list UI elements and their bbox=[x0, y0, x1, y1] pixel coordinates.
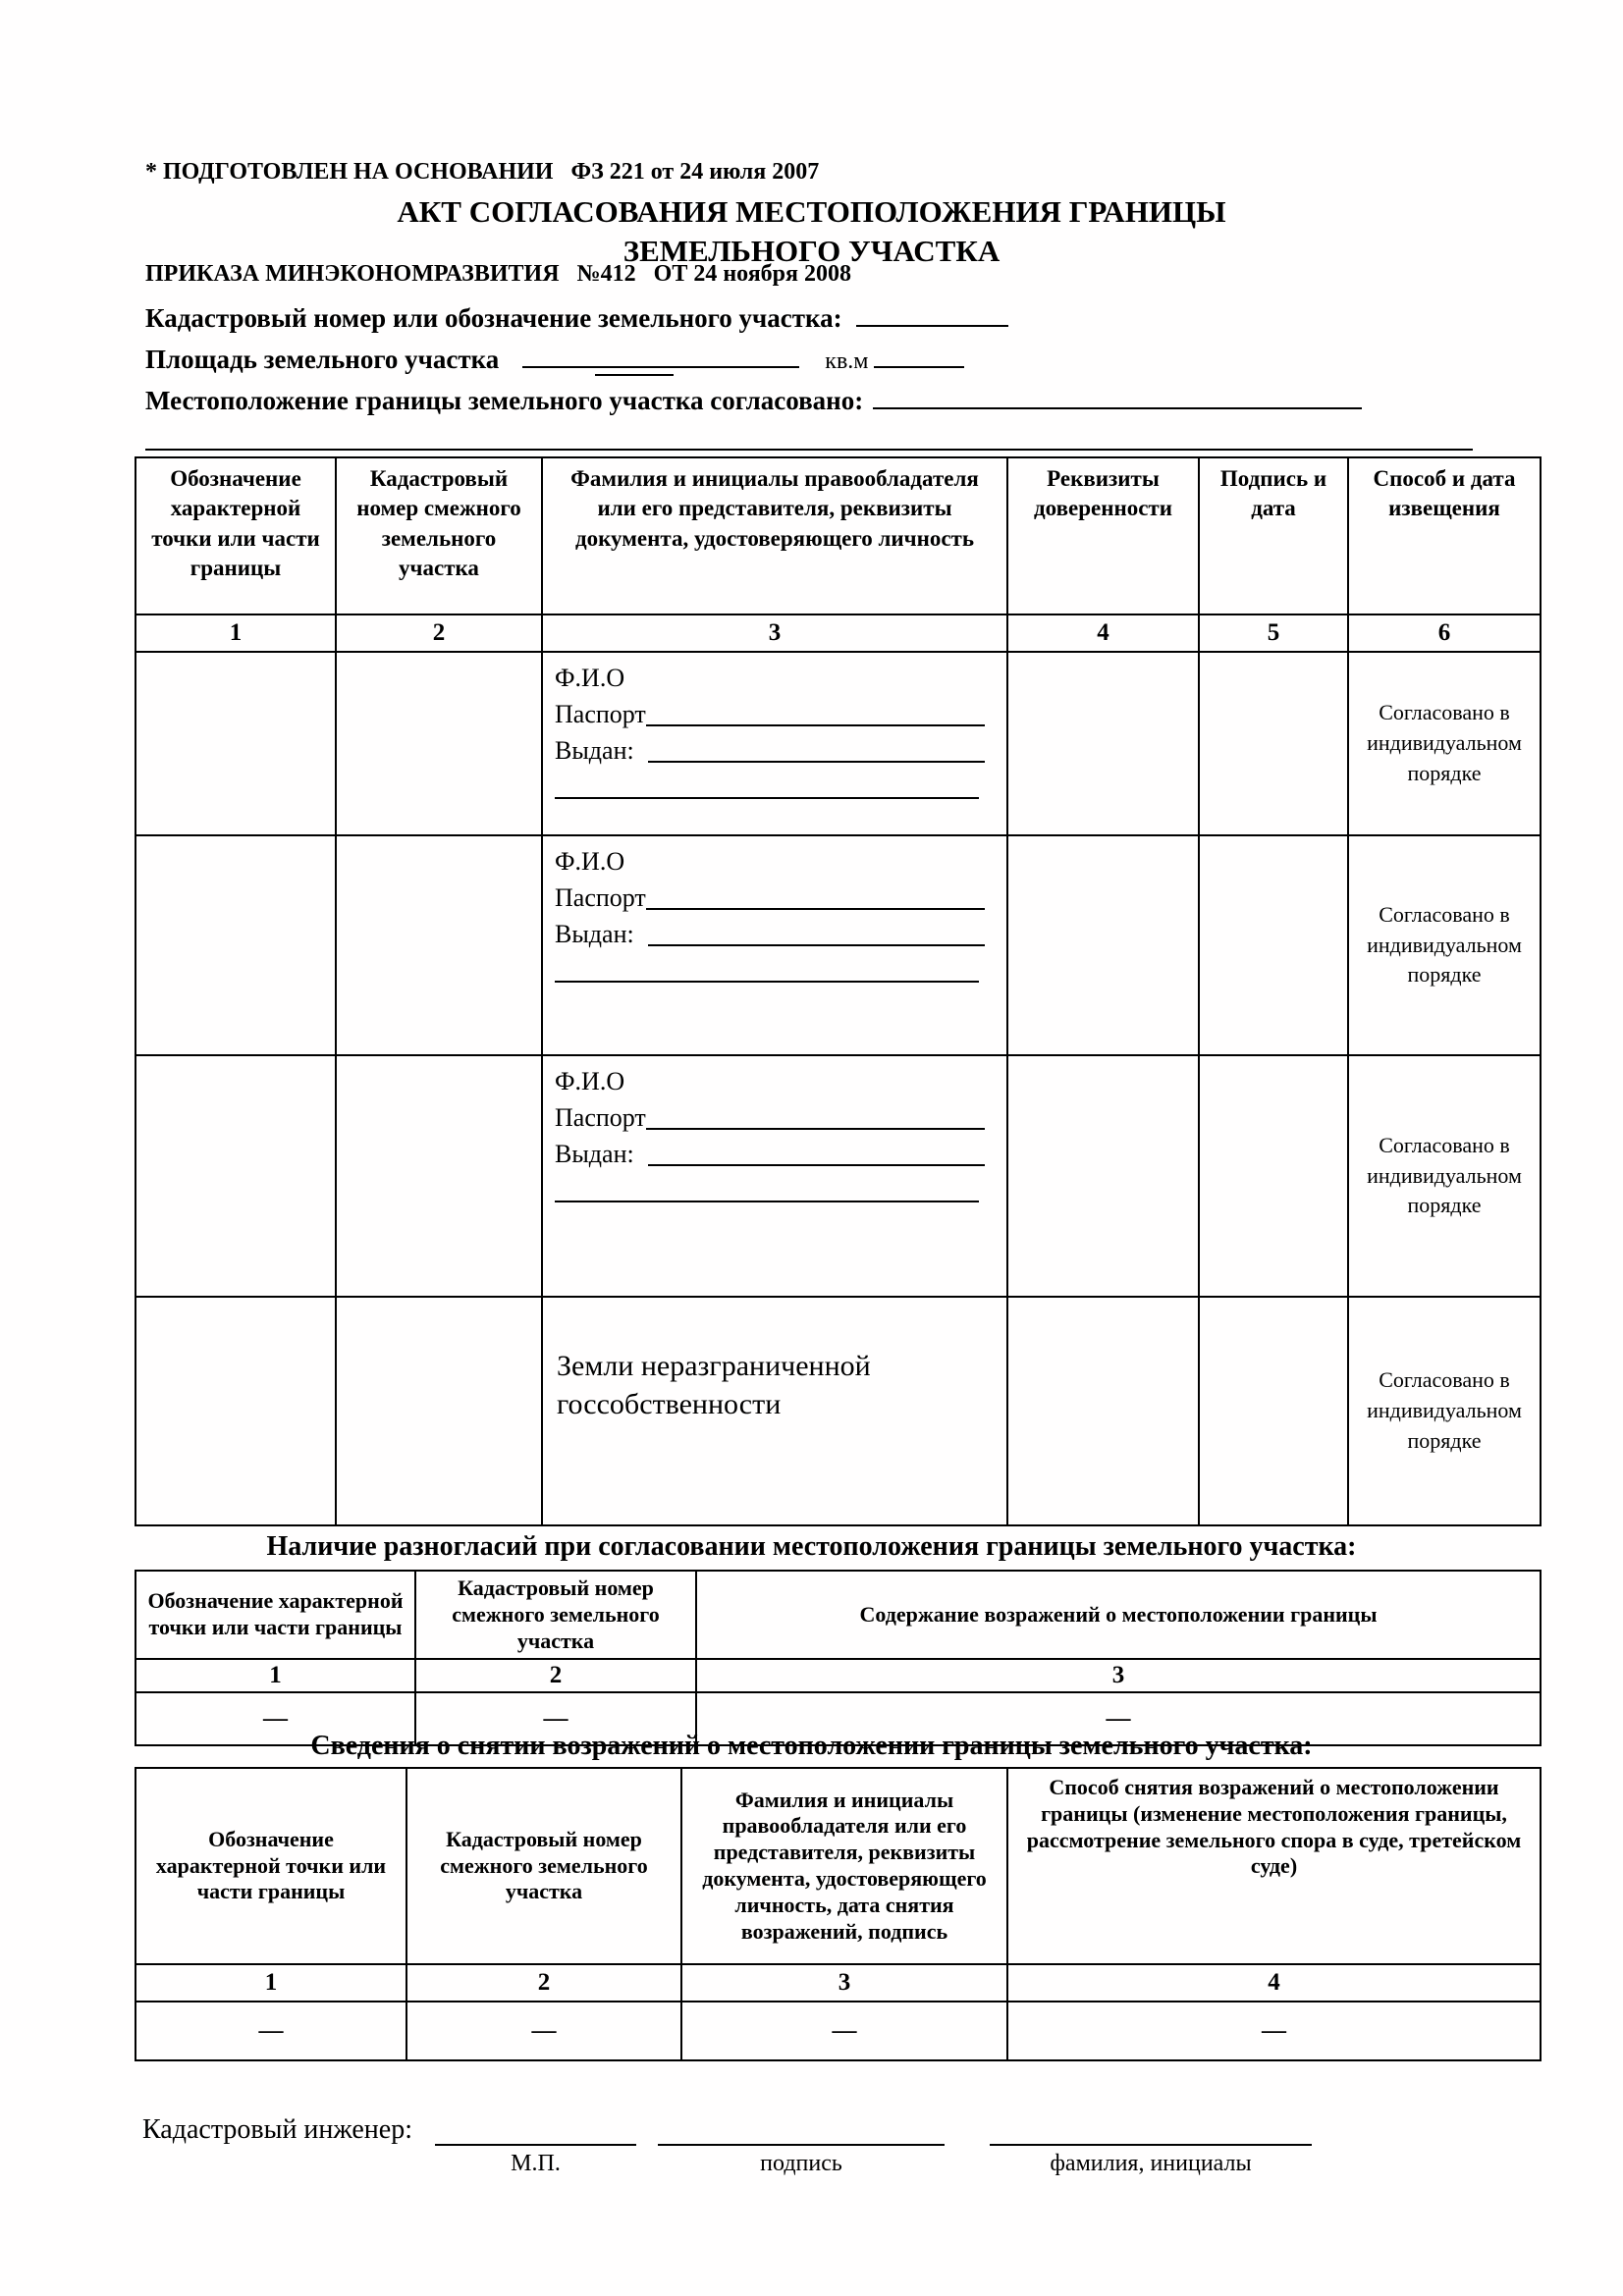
notification-text: Согласовано в индивидуальном порядке bbox=[1367, 901, 1522, 988]
removal-table-header-row bbox=[135, 1768, 1541, 1964]
header-point-designation: Обозначение характерной точки или части границы bbox=[135, 457, 336, 614]
fio-line bbox=[555, 661, 985, 697]
passport-blank bbox=[646, 724, 985, 726]
objections-table-header-row bbox=[135, 1571, 1541, 1659]
dash-cell: — bbox=[415, 1692, 696, 1745]
location-agreed-label: Местоположение границы земельного участка согласовано: bbox=[145, 386, 864, 415]
passport-label: Паспорт bbox=[555, 882, 646, 912]
cadastral-number-blank bbox=[856, 325, 1008, 327]
cadastral-engineer-label: Кадастровый инженер: bbox=[142, 2114, 419, 2145]
header-owner-removal-details: Фамилия и инициалы правообладателя или его представителя, реквизиты документа, удостоверяющего личность, дата снятия возражений, подпись bbox=[681, 1768, 1007, 1964]
agreement-table-number-row bbox=[135, 614, 1541, 652]
passport-blank bbox=[646, 1128, 985, 1130]
header-objection-content: Содержание возражений о местоположении границы bbox=[696, 1571, 1541, 1659]
notification-cell bbox=[1348, 1297, 1541, 1525]
dash-cell: — bbox=[1007, 2002, 1541, 2060]
empty-cell bbox=[1007, 652, 1199, 835]
empty-cell bbox=[1199, 1297, 1348, 1525]
name-column bbox=[990, 2112, 1312, 2177]
fio-line bbox=[555, 844, 985, 881]
dash-cell: — bbox=[135, 2002, 406, 2060]
issued-line bbox=[555, 1137, 985, 1173]
col-number: 1 bbox=[135, 614, 336, 652]
col-number: 4 bbox=[1007, 1964, 1541, 2002]
cadastral-number-row bbox=[145, 293, 1481, 334]
issued-blank bbox=[648, 944, 985, 946]
dash-cell: — bbox=[681, 2002, 1007, 2060]
dash-cell: — bbox=[135, 1692, 415, 1745]
header-power-of-attorney: Реквизиты доверенности bbox=[1007, 457, 1199, 614]
notification-text: Согласовано в индивидуальном порядке bbox=[1367, 1132, 1522, 1218]
passport-label: Паспорт bbox=[555, 1102, 646, 1132]
area-unit-label: кв.м bbox=[825, 348, 869, 374]
col-number: 3 bbox=[681, 1964, 1007, 2002]
issued-blank bbox=[648, 1164, 985, 1166]
extra-blank bbox=[555, 1201, 979, 1202]
issued-label: Выдан: bbox=[555, 919, 641, 948]
notification-cell bbox=[1348, 652, 1541, 835]
area-label: Площадь земельного участка bbox=[145, 345, 500, 374]
owner-row-3 bbox=[135, 1055, 1541, 1297]
cadastral-number-label: Кадастровый номер или обозначение земельного участка: bbox=[145, 303, 842, 333]
empty-cell bbox=[336, 1055, 542, 1297]
name-caption: фамилия, инициалы bbox=[1050, 2151, 1252, 2176]
empty-cell bbox=[336, 652, 542, 835]
col-number: 2 bbox=[336, 614, 542, 652]
extra-blank bbox=[555, 981, 979, 983]
legal-basis-line-1: * ПОДГОТОВЛЕН НА ОСНОВАНИИ ФЗ 221 от 24 июля 2007 bbox=[145, 158, 820, 185]
header-adjacent-cadastral-number: Кадастровый номер смежного земельного участка bbox=[406, 1768, 681, 1964]
notification-cell bbox=[1348, 1055, 1541, 1297]
owner-details-cell bbox=[542, 652, 1007, 835]
empty-cell bbox=[336, 1297, 542, 1525]
col-number: 1 bbox=[135, 1659, 415, 1692]
document-title-line-2: ЗЕМЕЛЬНОГО УЧАСТКА bbox=[622, 234, 1001, 269]
signature-caption: подпись bbox=[760, 2151, 842, 2176]
area-blank bbox=[522, 366, 799, 368]
header-signature-date: Подпись и дата bbox=[1199, 457, 1348, 614]
empty-cell bbox=[336, 835, 542, 1055]
empty-cell bbox=[1007, 1297, 1199, 1525]
fio-label: Ф.И.О bbox=[555, 664, 625, 692]
signature-blank bbox=[658, 2112, 945, 2146]
col-number: 2 bbox=[406, 1964, 681, 2002]
agreement-table bbox=[135, 456, 1542, 1526]
stamp-blank bbox=[435, 2112, 636, 2146]
header-point-designation: Обозначение характерной точки или части границы bbox=[135, 1571, 415, 1659]
fio-label: Ф.И.О bbox=[555, 847, 625, 876]
owner-details-cell bbox=[542, 1055, 1007, 1297]
empty-cell bbox=[1007, 1055, 1199, 1297]
document-title-line-1: АКТ СОГЛАСОВАНИЯ МЕСТОПОЛОЖЕНИЯ ГРАНИЦЫ bbox=[397, 194, 1226, 229]
empty-cell bbox=[1199, 835, 1348, 1055]
header-removal-method: Способ снятия возражений о местоположении границы (изменение местоположения границы, рассмотрение земельного спора в суде, третейском суде) bbox=[1007, 1768, 1541, 1964]
legal-basis-line-2: ПРИКАЗА МИНЭКОНОМРАЗВИТИЯ №412 ОТ 24 ноября 2008 bbox=[145, 260, 852, 287]
passport-label: Паспорт bbox=[555, 699, 646, 728]
header-notification-method: Способ и дата извещения bbox=[1348, 457, 1541, 614]
removal-table-empty-row bbox=[135, 2002, 1541, 2060]
col-number: 1 bbox=[135, 1964, 406, 2002]
objections-table-number-row bbox=[135, 1659, 1541, 1692]
passport-line bbox=[555, 881, 985, 917]
signature-column bbox=[658, 2112, 945, 2177]
col-number: 2 bbox=[415, 1659, 696, 1692]
objections-table bbox=[135, 1570, 1542, 1746]
fio-label: Ф.И.О bbox=[555, 1067, 625, 1095]
empty-cell bbox=[135, 1055, 336, 1297]
empty-cell bbox=[135, 1297, 336, 1525]
issued-label: Выдан: bbox=[555, 1139, 641, 1168]
document-title bbox=[0, 192, 1623, 272]
header-point-designation: Обозначение характерной точки или части границы bbox=[135, 1768, 406, 1964]
header-adjacent-cadastral-number: Кадастровый номер смежного земельного участка bbox=[415, 1571, 696, 1659]
passport-blank bbox=[646, 908, 985, 910]
agreement-table-header-row bbox=[135, 457, 1541, 614]
cadastral-engineer-signature bbox=[142, 2112, 1312, 2177]
extra-blank-line bbox=[555, 1173, 985, 1209]
owner-details-cell bbox=[542, 835, 1007, 1055]
extra-blank-line bbox=[555, 770, 985, 806]
notification-cell bbox=[1348, 835, 1541, 1055]
col-number: 5 bbox=[1199, 614, 1348, 652]
issued-label: Выдан: bbox=[555, 735, 641, 765]
empty-cell bbox=[1199, 1055, 1348, 1297]
col-number: 4 bbox=[1007, 614, 1199, 652]
owner-row-2 bbox=[135, 835, 1541, 1055]
area-blank-2 bbox=[874, 366, 964, 368]
removal-section-title: Сведения о снятии возражений о местоположении границы земельного участка: bbox=[310, 1731, 1313, 1761]
stamp-caption: М.П. bbox=[511, 2151, 561, 2176]
location-agreed-blank-2 bbox=[145, 449, 1473, 451]
location-agreed-row bbox=[145, 375, 1481, 416]
fio-line bbox=[555, 1064, 985, 1100]
extra-blank bbox=[555, 797, 979, 799]
passport-line bbox=[555, 697, 985, 733]
stamp-column bbox=[435, 2112, 636, 2177]
state-lands-row bbox=[135, 1297, 1541, 1525]
area-row bbox=[145, 334, 1481, 375]
intro-fields bbox=[145, 293, 1481, 457]
owner-row-1 bbox=[135, 652, 1541, 835]
empty-cell bbox=[1199, 652, 1348, 835]
empty-cell bbox=[135, 652, 336, 835]
dash-cell: — bbox=[696, 1692, 1541, 1745]
location-agreed-row-2 bbox=[145, 416, 1481, 457]
notification-text: Согласовано в индивидуальном порядке bbox=[1367, 1367, 1522, 1453]
empty-cell bbox=[135, 835, 336, 1055]
empty-cell bbox=[1007, 835, 1199, 1055]
header-owner-name: Фамилия и инициалы правообладателя или его представителя, реквизиты документа, удостоверяющего личность bbox=[542, 457, 1007, 614]
state-lands-cell: Земли неразграниченной госсобственности bbox=[542, 1297, 1007, 1525]
issued-blank bbox=[648, 761, 985, 763]
extra-blank-line bbox=[555, 953, 985, 989]
notification-text: Согласовано в индивидуальном порядке bbox=[1367, 700, 1522, 785]
col-number: 3 bbox=[696, 1659, 1541, 1692]
passport-line bbox=[555, 1100, 985, 1137]
col-number: 3 bbox=[542, 614, 1007, 652]
removal-table-number-row bbox=[135, 1964, 1541, 2002]
col-number: 6 bbox=[1348, 614, 1541, 652]
removal-table bbox=[135, 1767, 1542, 2061]
header-adjacent-cadastral-number: Кадастровый номер смежного земельного участка bbox=[336, 457, 542, 614]
objections-section-title: Наличие разногласий при согласовании местоположения границы земельного участка: bbox=[266, 1531, 1357, 1562]
name-blank bbox=[990, 2112, 1312, 2146]
dash-cell: — bbox=[406, 2002, 681, 2060]
location-agreed-blank bbox=[873, 407, 1362, 409]
issued-line bbox=[555, 917, 985, 953]
issued-line bbox=[555, 733, 985, 770]
